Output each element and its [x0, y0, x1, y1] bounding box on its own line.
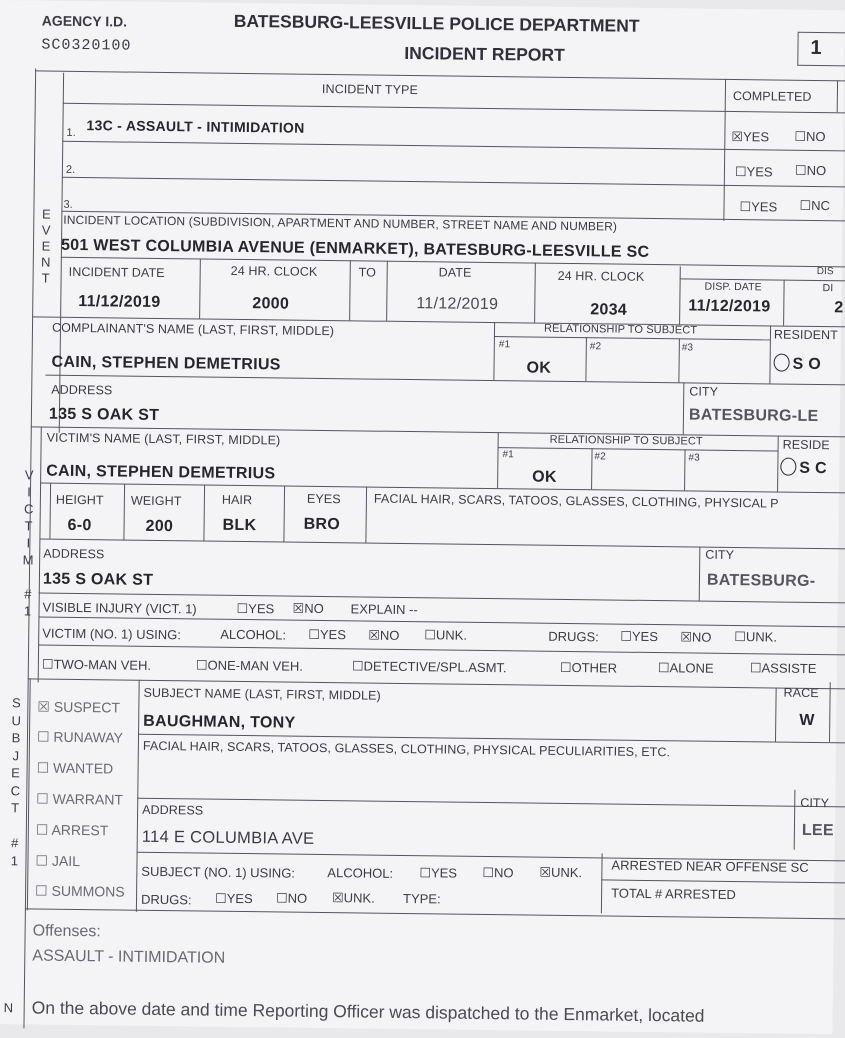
- victim-section-label: V I C T I M # 1: [22, 467, 34, 619]
- incident-row-3-num: 3.: [63, 198, 73, 211]
- clock1-value: 2000: [252, 295, 290, 313]
- incident-row-2-num: 2.: [65, 163, 76, 176]
- weight-value: 200: [145, 517, 174, 536]
- selection-circle: [774, 353, 790, 371]
- completed-3-no[interactable]: ☐NC: [799, 197, 831, 214]
- incident-location-label: INCIDENT LOCATION (SUBDIVISION, APARTMENT AND NUMBER, STREET NAME AND NUMBER): [63, 212, 618, 234]
- victim-relationship-label: RELATIONSHIP TO SUBJECT: [549, 433, 703, 448]
- clock1-label: 24 HR. CLOCK: [230, 263, 318, 279]
- victim-resident: S C: [780, 458, 827, 479]
- status-jail[interactable]: ☐ JAIL: [35, 852, 81, 870]
- weight-label: WEIGHT: [130, 493, 182, 509]
- subject-drugs-unk[interactable]: ☒UNK.: [331, 890, 375, 906]
- vehicle-detective[interactable]: ☐DETECTIVE/SPL.ASMT.: [351, 658, 507, 676]
- hair-value: BLK: [222, 516, 257, 535]
- vehicle-assisted[interactable]: ☐ASSISTE: [749, 660, 817, 677]
- height-value: 6-0: [67, 516, 92, 535]
- subject-alcohol-unk[interactable]: ☒UNK.: [539, 864, 583, 881]
- victim-address-label: ADDRESS: [43, 546, 105, 562]
- vehicle-alone[interactable]: ☐ALONE: [657, 660, 714, 676]
- incident-date-label: INCIDENT DATE: [68, 264, 165, 281]
- complainant-city-label: CITY: [689, 384, 719, 399]
- race-value: W: [799, 711, 815, 730]
- completed-header: COMPLETED: [732, 88, 812, 104]
- offenses-label: Offenses:: [32, 922, 101, 941]
- status-suspect[interactable]: ☒ SUSPECT: [37, 698, 121, 716]
- date-label: DATE: [438, 265, 472, 280]
- victim-drugs-label: DRUGS:: [548, 628, 599, 645]
- status-summons[interactable]: ☐ SUMMONS: [35, 882, 125, 900]
- injury-yes[interactable]: ☐YES: [236, 600, 275, 617]
- injury-explain: EXPLAIN --: [350, 601, 418, 618]
- disp-date-label: DISP. DATE: [704, 280, 762, 294]
- victim-facial-label: FACIAL HAIR, SCARS, TATOOS, GLASSES, CLOTHING, PHYSICAL P: [373, 491, 779, 511]
- victim-drugs-unk[interactable]: ☐UNK.: [734, 629, 778, 645]
- department-title: BATESBURG-LEESVILLE POLICE DEPARTMENT: [233, 10, 640, 36]
- selection-circle: [780, 458, 796, 476]
- subject-drugs-yes[interactable]: ☐YES: [214, 890, 253, 907]
- total-arrested-label: TOTAL # ARRESTED: [611, 885, 736, 903]
- clock2-label: 24 HR. CLOCK: [557, 268, 645, 284]
- subject-drugs-no[interactable]: ☐NO: [275, 890, 308, 906]
- completed-2-no[interactable]: ☐NO: [794, 162, 827, 179]
- page-number: 1: [810, 36, 822, 60]
- page-number-box: [797, 32, 845, 67]
- incident-type-header: INCIDENT TYPE: [321, 81, 419, 98]
- complainant-relationship-1: OK: [526, 359, 552, 377]
- victim-name-label: VICTIM'S NAME (LAST, FIRST, MIDDLE): [46, 430, 281, 448]
- completed-1-no[interactable]: ☐NO: [794, 128, 826, 145]
- subject-city-label: CITY: [800, 795, 830, 811]
- agency-id-value: SC0320100: [41, 36, 132, 55]
- complainant-address: 135 S OAK ST: [48, 405, 160, 424]
- incident-row-1-num: 1.: [66, 126, 76, 139]
- narrative-side-letter: N: [3, 1000, 14, 1016]
- disp-date: 11/12/2019: [688, 297, 771, 316]
- victim-alcohol-label: ALCOHOL:: [220, 626, 287, 643]
- subject-facial-label: FACIAL HAIR, SCARS, TATOOS, GLASSES, CLOTHING, PHYSICAL PECULIARITIES, ETC.: [142, 738, 671, 760]
- incident-date: 11/12/2019: [78, 292, 161, 311]
- subject-alcohol-no[interactable]: ☐NO: [482, 864, 514, 881]
- report-title: INCIDENT REPORT: [404, 42, 565, 65]
- disp-top-label: DIS: [816, 265, 834, 278]
- complainant-name: CAIN, STEPHEN DEMETRIUS: [51, 353, 281, 374]
- subject-alcohol-label: ALCOHOL:: [327, 865, 394, 881]
- event-section-label: E V E N T: [41, 206, 51, 286]
- vehicle-one-man[interactable]: ☐ONE-MAN VEH.: [195, 657, 303, 674]
- vehicle-other[interactable]: ☐OTHER: [559, 659, 618, 676]
- disp-right-label: DI: [822, 282, 834, 295]
- agency-id-label: AGENCY I.D.: [41, 12, 128, 30]
- victim-relationship-1: OK: [532, 468, 557, 486]
- subject-drugs-type-label: TYPE:: [402, 890, 441, 907]
- victim-name: CAIN, STEPHEN DEMETRIUS: [46, 462, 276, 483]
- completed-2-yes[interactable]: ☐YES: [734, 163, 773, 180]
- victim-alcohol-no[interactable]: ☒NO: [368, 627, 400, 643]
- date-value: 11/12/2019: [416, 295, 499, 314]
- subject-name-label: SUBJECT NAME (LAST, FIRST, MIDDLE): [143, 685, 381, 703]
- complainant-label: COMPLAINANT'S NAME (LAST, FIRST, MIDDLE): [51, 320, 335, 339]
- complainant-resident-label: RESIDENT: [773, 327, 839, 343]
- top-border: [35, 70, 845, 81]
- visible-injury-label: VISIBLE INJURY (VICT. 1): [42, 599, 197, 617]
- disp-right-value: 2: [834, 299, 844, 317]
- victim-using-label: VICTIM (NO. 1) USING:: [42, 625, 182, 643]
- status-warrant[interactable]: ☐ WARRANT: [36, 790, 124, 808]
- subject-name: BAUGHMAN, TONY: [143, 712, 296, 732]
- completed-1-yes[interactable]: ☒YES: [731, 128, 770, 145]
- incident-type-1: 13C - ASSAULT - INTIMIDATION: [86, 117, 305, 136]
- victim-alcohol-yes[interactable]: ☐YES: [308, 626, 347, 643]
- incident-location: 501 WEST COLUMBIA AVENUE (ENMARKET), BATESBURG-LEESVILLE SC: [60, 236, 650, 261]
- victim-city-label: CITY: [705, 547, 735, 563]
- subject-drugs-label: DRUGS:: [140, 891, 192, 908]
- subject-city: LEE: [801, 821, 835, 840]
- eyes-value: BRO: [303, 515, 341, 534]
- victim-city: BATESBURG-: [706, 571, 816, 591]
- subject-section-label: S U B J E C T # 1: [10, 695, 21, 868]
- victim-resident-label: RESIDE: [782, 437, 830, 453]
- victim-address: 135 S OAK ST: [42, 570, 154, 589]
- subject-address: 114 E COLUMBIA AVE: [141, 827, 315, 848]
- clock2-value: 2034: [590, 301, 628, 319]
- victim-drugs-no[interactable]: ☒NO: [680, 629, 712, 645]
- race-label: RACE: [783, 685, 819, 701]
- complainant-city: BATESBURG-LE: [688, 406, 819, 426]
- arrested-near-offense-label: ARRESTED NEAR OFFENSE SC: [611, 857, 809, 875]
- subject-using-label: SUBJECT (NO. 1) USING:: [141, 863, 296, 881]
- subject-alcohol-yes[interactable]: ☐YES: [419, 865, 458, 881]
- vehicle-two-man[interactable]: ☐TWO-MAN VEH.: [41, 656, 152, 673]
- subject-address-label: ADDRESS: [142, 802, 204, 818]
- narrative-text: On the above date and time Reporting Officer was dispatched to the Enmarket, located: [31, 997, 705, 1026]
- height-label: HEIGHT: [55, 492, 104, 508]
- hair-label: HAIR: [221, 492, 253, 508]
- victim-alcohol-unk[interactable]: ☐UNK.: [424, 627, 468, 643]
- complainant-address-label: ADDRESS: [51, 382, 113, 398]
- victim-drugs-yes[interactable]: ☐YES: [620, 628, 659, 645]
- status-wanted[interactable]: ☐ WANTED: [36, 759, 114, 777]
- complainant-relationship-label: RELATIONSHIP TO SUBJECT: [543, 322, 698, 337]
- complainant-resident: S O: [773, 353, 821, 374]
- injury-no[interactable]: ☒NO: [292, 600, 324, 617]
- to-label: TO: [358, 265, 377, 280]
- offense-value: ASSAULT - INTIMIDATION: [32, 947, 226, 967]
- status-arrest[interactable]: ☐ ARREST: [35, 821, 109, 839]
- incident-report-form: AGENCY I.D. SC0320100 BATESBURG-LEESVILLE POLICE DEPARTMENT INCIDENT REPORT 1 E V E N T INCIDENT TYPE COMPLETED 1. 13C - ASSAULT - INTIMIDATION ☒YES ☐NO 2. ☐YES ☐NO 3. ☐YES ☐NC INCIDENT LOCATION (SUBDIVISION, APARTMENT AND NUMBER, STREET NAME AND NUMBER) 501 WEST COLUMBIA AVENUE (ENMARKET), BATESBURG-LEESVILLE SC INCIDENT DATE 11/12/2019 24 HR. CLOCK 2000 TO DATE 11/12/2019 24 HR. CLOCK 2034 DIS DISP. DATE DI 11/12/2019 2 COMPLAINANT'S NAME (LAST, FIRST, MIDDLE) CAIN, STEPHEN DEMETRIUS RELATIONSHIP TO SUBJECT #1 OK #2 #3 RESIDENT S O ADDRESS 135 S OAK ST CITY BATESBURG-LE V I C T I M # 1 VICTIM'S NAME (LAST, FIRST, MIDDLE) CAIN, STEPHEN DEMETRIUS RELATIONSHIP TO SUBJECT #1 OK #2 #3 RESIDE S C HEIGHT 6-0 WEIGHT 200 HAIR BLK EYES BRO FACIAL HAIR, SCARS, TATOOS, GLASSES, CLOTHING, PHYSICAL P ADDRESS 135 S OAK ST CITY BATESBURG- VISIBLE INJURY (VICT. 1) ☐YES ☒NO EXPLAIN -- VICTIM (NO. 1) USING: ALCOHOL: ☐YES ☒NO ☐UNK. DRUGS: ☐YES ☒NO ☐UNK. ☐TWO-MAN VEH. ☐ONE-MAN VEH. ☐DETECTIVE/SPL.ASMT. ☐OTHER ☐ALONE ☐ASSISTE S U B J E C T # 1 ☒ SUSPECT ☐ RUNAWAY ☐ WANTED ☐ WARRANT ☐ ARREST ☐ JAIL ☐ SUMMONS SUBJECT NAME (LAST, FIRST, MIDDLE) BAUGHMAN, TONY RACE W FACIAL HAIR, SCARS, TATOOS, GLASSES, CLOTHING, PHYSICAL PECULIARITIES, ETC. ADDRESS 114 E COLUMBIA AVE CITY LEE SUBJECT (NO. 1) USING: ALCOHOL: ☐YES ☐NO ☒UNK. DRUGS: ☐YES ☐NO ☒UNK. TYPE: ARRESTED NEAR OFFENSE SC TOTAL # ARRESTED Offenses: ASSAULT - INTIMIDATION N On the above date and time Reporting Officer was dispatched to the Enmarket, located: [0, 0, 845, 1034]
- status-runaway[interactable]: ☐ RUNAWAY: [36, 728, 124, 746]
- eyes-label: EYES: [306, 491, 341, 507]
- completed-3-yes[interactable]: ☐YES: [739, 199, 778, 215]
